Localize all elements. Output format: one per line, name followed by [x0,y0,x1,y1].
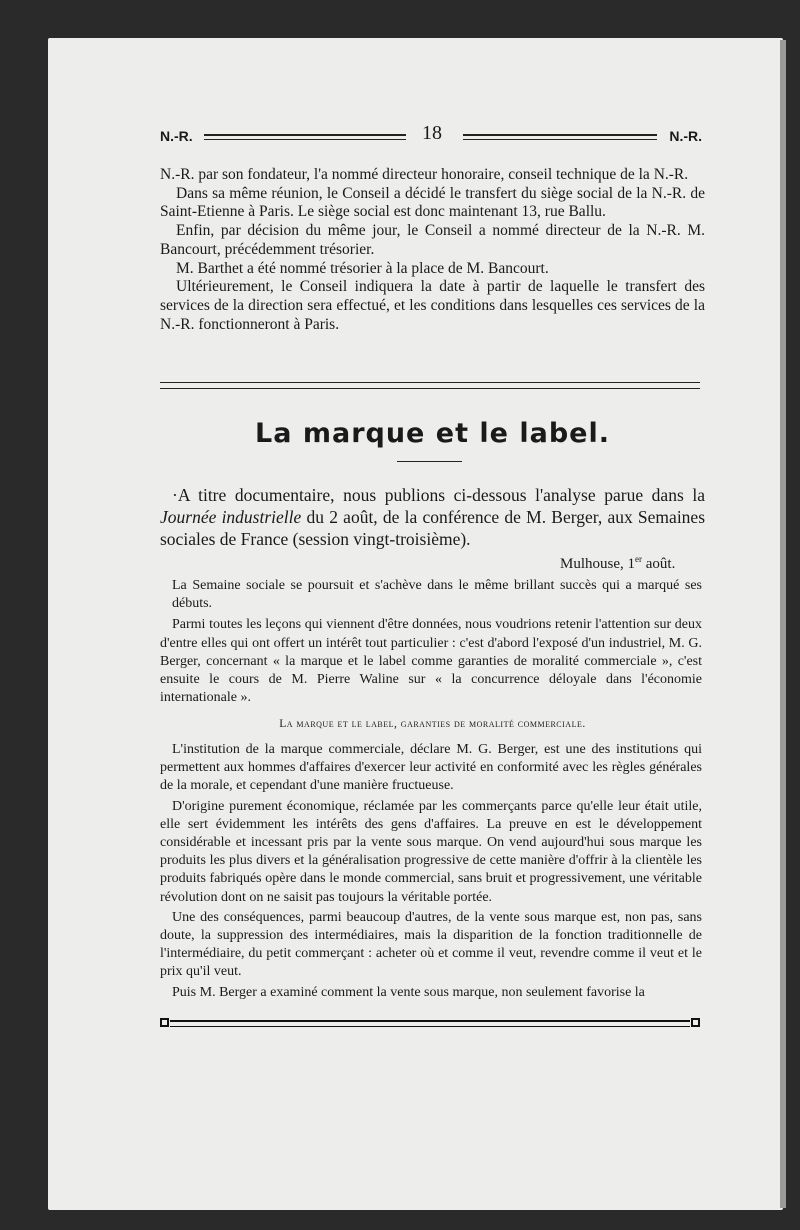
paragraph: M. Barthet a été nommé trésorier à la place de M. Bancourt. [176,259,549,277]
intro-text-a: ·A titre documentaire, nous publions ci-dessous l'analyse parue dans la [172,485,705,505]
paragraph: Une des conséquences, parmi beaucoup d'autres, de la vente sous marque est, non pas, sans doute, la suppression des intermédiaires, mais la disparition de la fonction traditionnelle de l'intermédiaire, du petit commerçant : acheter où et comme il veut, revendre comme il veut et le prix qu'il veut. [160,909,702,980]
publication-name: Journée industrielle [160,507,302,527]
paragraph: La Semaine sociale se poursuit et s'achève dans le même brillant succès qui a marqué ses débuts. [172,578,702,612]
title-underline [397,461,462,462]
paragraph: L'institution de la marque commerciale, déclare M. G. Berger, est une des institutions qui permettent aux hommes d'affaires d'exercer leur activité en conformité avec les règles générales de la morale, et cependant d'une manière fructueuse. [160,742,702,794]
page-edge [780,40,786,1208]
section-divider [160,382,700,389]
article-intro [160,484,705,550]
footer-ornament-rule [160,1018,700,1026]
header-rule-left [204,134,406,140]
paragraph: N.-R. par son fondateur, l'a nommé directeur honoraire, conseil technique de la N.-R. [160,166,689,183]
header-left: N.-R. [160,128,193,144]
header-right: N.-R. [669,128,702,144]
section-previous-text [160,166,705,334]
dateline: Mulhouse, 1er août. [560,554,676,572]
running-header [160,122,702,146]
article-body-1 [160,577,702,710]
page-number: 18 [422,122,442,144]
header-rule-right [463,134,657,140]
paragraph: Enfin, par décision du même jour, le Conseil a nommé directeur de la N.-R. M. Bancourt, précédemment trésorier. [160,222,705,258]
paragraph: Ultérieurement, le Conseil indiquera la date à partir de laquelle le transfert des services de la direction sera effectué, et les conditions dans lesquelles ces services de la N.-R. fonctionneront à Paris. [160,278,705,333]
article-title: La marque et le label. [255,418,610,449]
paragraph: D'origine purement économique, réclamée par les commerçants parce qu'elle leur était utile, elle sert évidemment les intérêts des gens d'affaires. La preuve en est le développement considérable et incessant pris par la vente sous marque. On vend aujourd'hui sous marque les produits les plus divers et la généralisation progressive de cette manière d'offrir à la clientèle les produits fabriqués opère dans le monde commercial, sans bruit et progressivement, une véritable révolution dont on ne saisit pas toujours la véritable portée. [160,798,702,905]
paragraph: Dans sa même réunion, le Conseil a décidé le transfert du siège social de la N.-R. de Saint-Etienne à Paris. Le siège social est donc maintenant 13, rue Ballu. [160,184,705,221]
paragraph: Puis M. Berger a examiné comment la vente sous marque, non seulement favorise la [172,984,645,1000]
paragraph: Parmi toutes les leçons qui viennent d'être données, nous voudrions retenir l'attention sur deux d'entre elles qui ont offert un intérêt tout particulier : c'est d'abord l'exposé d'un industriel, M. G. Berger, concernant « la marque et le label comme garanties de moralité commerciale », c'est ensuite le cours de M. Pierre Waline sur « la concurrence déloyale dans l'économie internationale ». [160,617,702,706]
section-subheading: La marque et le label, garanties de moralité commerciale. [279,718,586,730]
intro-text-b: du 2 août, de la conférence de M. Berger, aux Semaines sociales de France (session vingt-troisième). [160,507,706,549]
article-body-2 [160,741,702,1004]
